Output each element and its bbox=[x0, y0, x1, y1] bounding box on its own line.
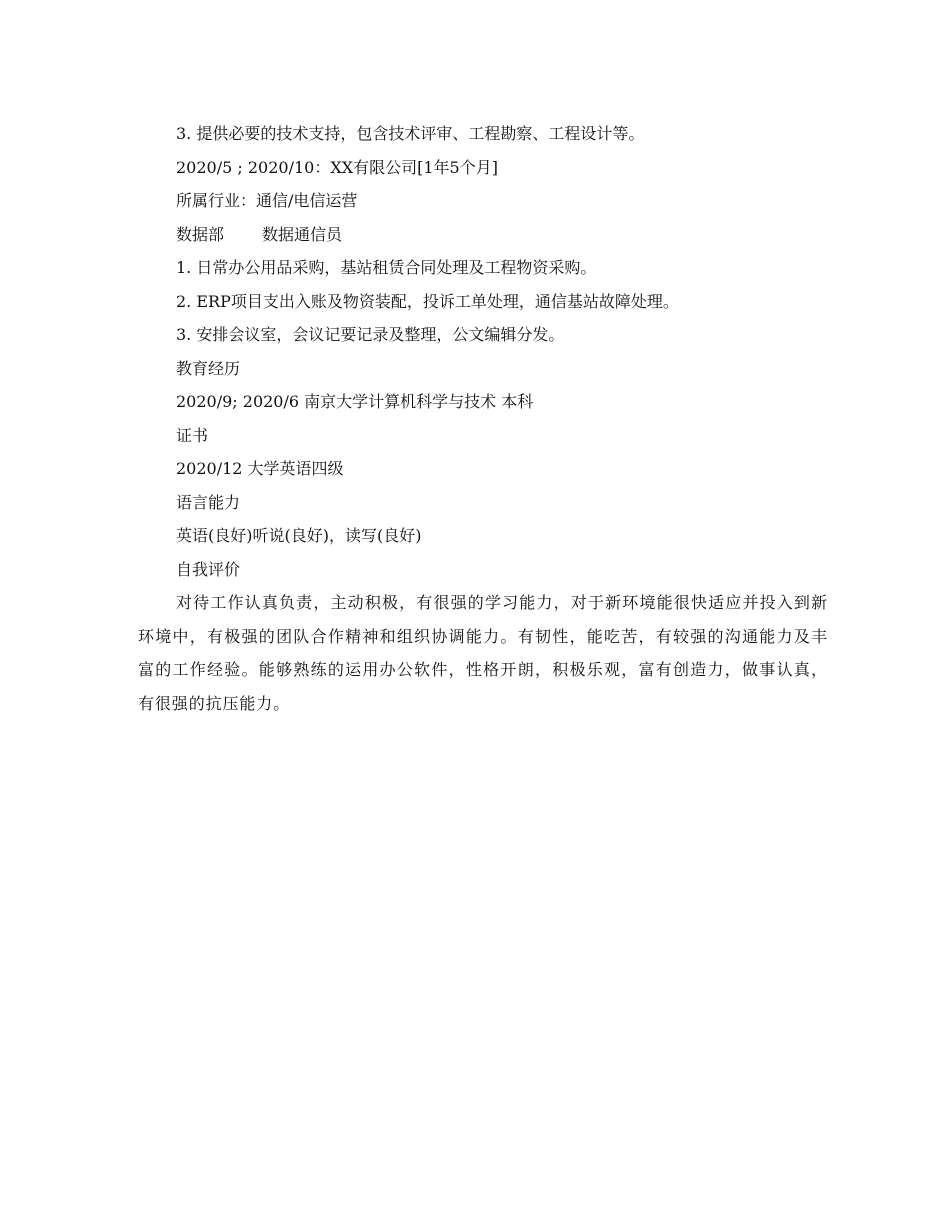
duty-line: 1. 日常办公用品采购，基站租赁合同处理及工程物资采购。 bbox=[176, 258, 597, 277]
duty-line: 3. 提供必要的技术支持，包含技术评审、工程勘察、工程设计等。 bbox=[176, 124, 645, 143]
language-heading: 语言能力 bbox=[176, 492, 241, 512]
education-entry: 2020/9; 2020/6 南京大学计算机科学与技术 本科 bbox=[176, 392, 534, 411]
self-evaluation-heading: 自我评价 bbox=[176, 559, 241, 579]
industry-line: 所属行业：通信/电信运营 bbox=[176, 191, 358, 210]
certificates-heading: 证书 bbox=[176, 425, 209, 445]
duty-line: 3. 安排会议室，会议记要记录及整理，公文编辑分发。 bbox=[176, 325, 565, 344]
self-evaluation-paragraph: 对待工作认真负责，主动积极，有很强的学习能力，对于新环境能很快适应并投入到新环境中，有极强的团队合作精神和组织协调能力。有韧性，能吃苦，有较强的沟通能力及丰富的工作经验。能够熟练的运用办公软件，性格开朗，积极乐观，富有创造力，做事认真，有很强的抗压能力。 bbox=[138, 593, 828, 713]
resume-body bbox=[138, 117, 838, 720]
department-label: 数据部 bbox=[176, 224, 225, 244]
position-label: 数据通信员 bbox=[262, 224, 343, 244]
employment-period-line: 2020/5 ; 2020/10：XX有限公司[1年5个月] bbox=[176, 157, 498, 177]
language-entry: 英语(良好)听说(良好)，读写(良好) bbox=[176, 526, 422, 545]
department-position-line bbox=[138, 218, 838, 252]
certificates-entry: 2020/12 大学英语四级 bbox=[176, 459, 344, 478]
duty-line: 2. ERP项目支出入账及物资装配，投诉工单处理，通信基站故障处理。 bbox=[176, 291, 679, 311]
education-heading: 教育经历 bbox=[176, 358, 241, 378]
